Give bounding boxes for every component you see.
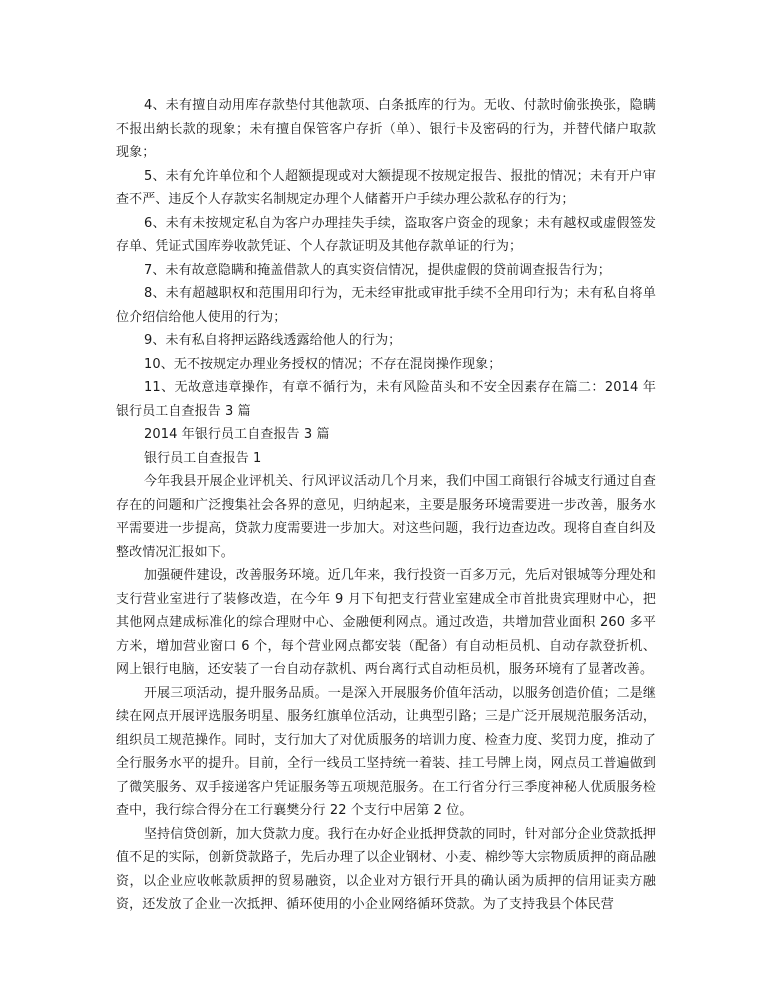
report-subtitle: 银行员工自查报告 1 [144, 450, 262, 466]
document-body [116, 94, 656, 917]
body-paragraph-activities: 开展三项活动，提升服务品质。一是深入开展服务价值年活动，以服务创造价值；二是继续在网点开展评选服务明星、服务红旗单位活动，让典型引路；三是广泛开展规范服务活动，组织员工规范操作。同时，支行加大了对优质服务的培训力度、检查力度、奖罚力度，推动了全行服务水平的提升。目前，全行一线员工坚持统一着装、挂工号牌上岗，网点员工普遍做到了微笑服务、双手接递客户凭证服务等五项规范服务。在工行省分行三季度神秘人优质服务检查中，我行综合得分在工行襄樊分行 22 个支行中居第 2 位。 [116, 685, 656, 818]
paragraph-item-8: 8、未有超越职权和范围用印行为，无未经审批或审批手续不全用印行为；未有私自将单位介绍信给他人使用的行为； [116, 286, 656, 325]
paragraph-item-11: 11、无故意违章操作，有章不循行为，未有风险苗头和不安全因素存在篇二：2014 年银行员工自查报告 3 篇 [116, 380, 656, 419]
body-paragraph-intro: 今年我县开展企业评机关、行风评议活动几个月来，我们中国工商银行谷城支行通过自查存在的问题和广泛搜集社会各界的意见，归纳起来，主要是服务环境需要进一步改善，服务水平需要进一步提高，贷款力度需要进一步加大。对这些问题，我行边查边改。现将自查自纠及整改情况汇报如下。 [116, 474, 656, 560]
paragraph-item-4: 4、未有擅自动用库存款垫付其他款项、白条抵库的行为。无收、付款时偷张换张，隐瞒不报出納长款的现象；未有擅自保管客户存折（单）、银行卡及密码的行为，并替代储户取款现象； [116, 98, 656, 160]
report-title: 2014 年银行员工自查报告 3 篇 [144, 427, 330, 442]
body-paragraph-credit: 坚持信贷创新，加大贷款力度。我行在办好企业抵押贷款的同时，针对部分企业贷款抵押值不足的实际，创新贷款路子，先后办理了以企业钢材、小麦、棉纱等大宗物质质押的商品融资，以企业应收帐款质押的贸易融资，以企业对方银行开具的确认函为质押的信用证卖方融资，还发放了企业一次抵押、循环使用的小企业网络循环贷款。为了支持我县个体民营 [116, 826, 656, 912]
paragraph-item-5: 5、未有允许单位和个人超额提现或对大额提现不按规定报告、报批的情况；未有开户审查不严、违反个人存款实名制规定办理个人储蓄开户手续办理公款私存的行为； [116, 168, 656, 207]
body-paragraph-hardware: 加强硬件建设，改善服务环境。近几年来，我行投资一百多万元，先后对银城等分理处和支行营业室进行了装修改造，在今年 9 月下旬把支行营业室建成全市首批贵宾理财中心，把其他网点建成标准化的综合理财中心、金融便利网点。通过改造，共增加营业面积 260 多平方米，增加营业窗口 6 个，每个营业网点都安装（配备）有自动柜员机、自动存款登折机、网上银行电脑，还安装了一台自动存款机、两台离行式自动柜员机，服务环境有了显著改善。 [116, 568, 656, 677]
paragraph-item-7: 7、未有故意隐瞒和掩盖借款人的真实资信情况，提供虚假的贷前调查报告行为； [144, 262, 611, 278]
paragraph-item-9: 9、未有私自将押运路线透露给他人的行为； [144, 333, 402, 348]
paragraph-item-10: 10、无不按规定办理业务授权的情况；不存在混岗操作现象； [144, 356, 502, 372]
paragraph-item-6: 6、未有未按规定私自为客户办理挂失手续，盗取客户资金的现象；未有越权或虚假签发存单、凭证式国库券收款凭证、个人存款证明及其他存款单证的行为； [116, 215, 656, 254]
